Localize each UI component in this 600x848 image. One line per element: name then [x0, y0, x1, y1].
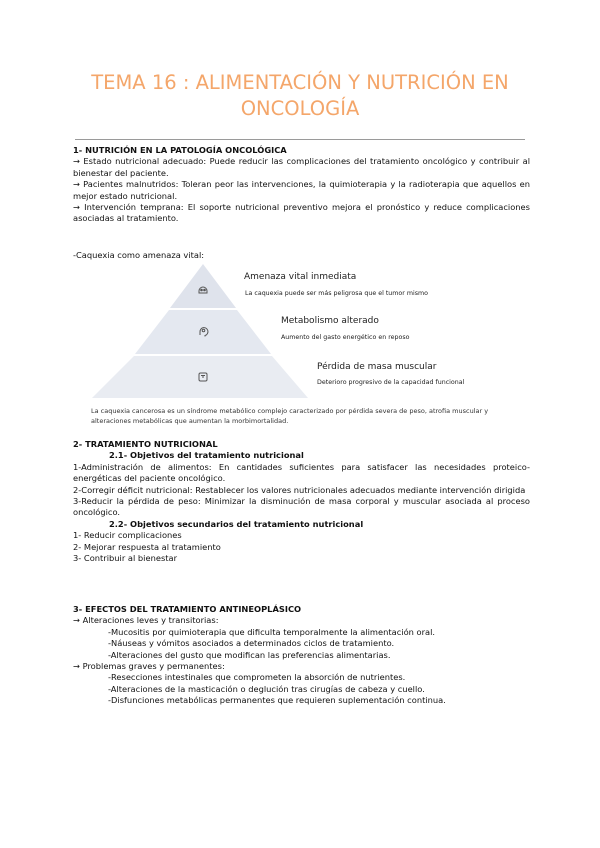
caquexia-pyramid [88, 260, 528, 410]
subsection-2-1-heading: 2.1- Objetivos del tratamiento nutricional [109, 450, 304, 461]
layer-title: Amenaza vital inmediata [244, 272, 357, 282]
section-3 [73, 604, 530, 707]
layer-title: Metabolismo alterado [281, 316, 379, 326]
layer-desc: Aumento del gasto energético en reposo [281, 334, 410, 341]
pyramid-layer-top [170, 264, 236, 308]
section-1-bullet: → Pacientes malnutridos: Toleran peor las intervenciones, la quimioterapia y la radioterapia que aquellos en mejor estado nutricional. [73, 179, 530, 201]
pyramid-layer-bottom [92, 356, 308, 398]
subsection-2-2-heading: 2.2- Objetivos secundarios del tratamiento nutricional [109, 518, 364, 529]
severe-effect-item: -Disfunciones metabólicas permanentes que requieren suplementación continua. [108, 695, 446, 706]
layer-title: Pérdida de masa muscular [317, 362, 437, 372]
section-3-heading: 3- EFECTOS DEL TRATAMIENTO ANTINEOPLÁSICO [73, 604, 302, 614]
section-1-heading: 1- NUTRICIÓN EN LA PATOLOGÍA ONCOLÓGICA [73, 145, 287, 155]
mild-effects-label: → Alteraciones leves y transitorias: [73, 615, 219, 626]
secondary-objective-item: 2- Mejorar respuesta al tratamiento [73, 541, 221, 552]
layer-desc: Deterioro progresivo de la capacidad funcional [317, 379, 465, 386]
secondary-objective-item: 3- Contribuir al bienestar [73, 553, 178, 564]
mild-effect-item: -Alteraciones del gusto que modifican las preferencias alimentarias. [108, 649, 391, 660]
severe-effect-item: -Alteraciones de la masticación o deglución tras cirugías de cabeza y cuello. [108, 683, 425, 694]
section-2-heading: 2- TRATAMIENTO NUTRICIONAL [73, 439, 218, 449]
severe-effects-label: → Problemas graves y permanentes: [73, 661, 225, 672]
section-1-bullet: → Estado nutricional adecuado: Puede reducir las complicaciones del tratamiento oncológico y contribuir al bienestar del paciente. [73, 156, 530, 178]
severe-effect-item: -Resecciones intestinales que comprometen la absorción de nutrientes. [108, 672, 406, 683]
page-title: TEMA 16 : ALIMENTACIÓN Y NUTRICIÓN EN ONCOLOGÍA [91, 71, 509, 120]
objective-item: 2-Corregir déficit nutricional: Restablecer los valores nutricionales adecuados mediante intervención dirigida [73, 484, 526, 495]
mild-effect-item: -Náuseas y vómitos asociados a determinados ciclos de tratamiento. [108, 638, 395, 649]
caquexia-label: -Caquexia como amenaza vital: [73, 250, 205, 260]
section-1-bullet: → Intervención temprana: El soporte nutricional preventivo mejora el pronóstico y reduce complicaciones asociadas al tratamiento. [73, 202, 530, 224]
objective-item: 1-Administración de alimentos: En cantidades suficientes para satisfacer las necesidades proteico-energéticas del paciente oncológico. [73, 461, 530, 484]
secondary-objective-item: 1- Reducir complicaciones [73, 530, 182, 541]
section-1 [73, 145, 530, 225]
layer-desc: La caquexia puede ser más peligrosa que el tumor mismo [245, 290, 429, 297]
pyramid-caption: La caquexia cancerosa es un síndrome metabólico complejo caracterizado por pérdida severa de peso, atrofia muscular y alteraciones metabólicas que aumentan la morbimortalidad. [91, 407, 489, 425]
mild-effect-item: -Mucositis por quimioterapia que dificulta temporalmente la alimentación oral. [108, 626, 436, 637]
section-2 [73, 439, 530, 564]
title-divider [75, 139, 525, 140]
objective-item: 3-Reducir la pérdida de peso: Minimizar la disminución de masa corporal y muscular asociada al proceso oncológico. [73, 496, 530, 518]
